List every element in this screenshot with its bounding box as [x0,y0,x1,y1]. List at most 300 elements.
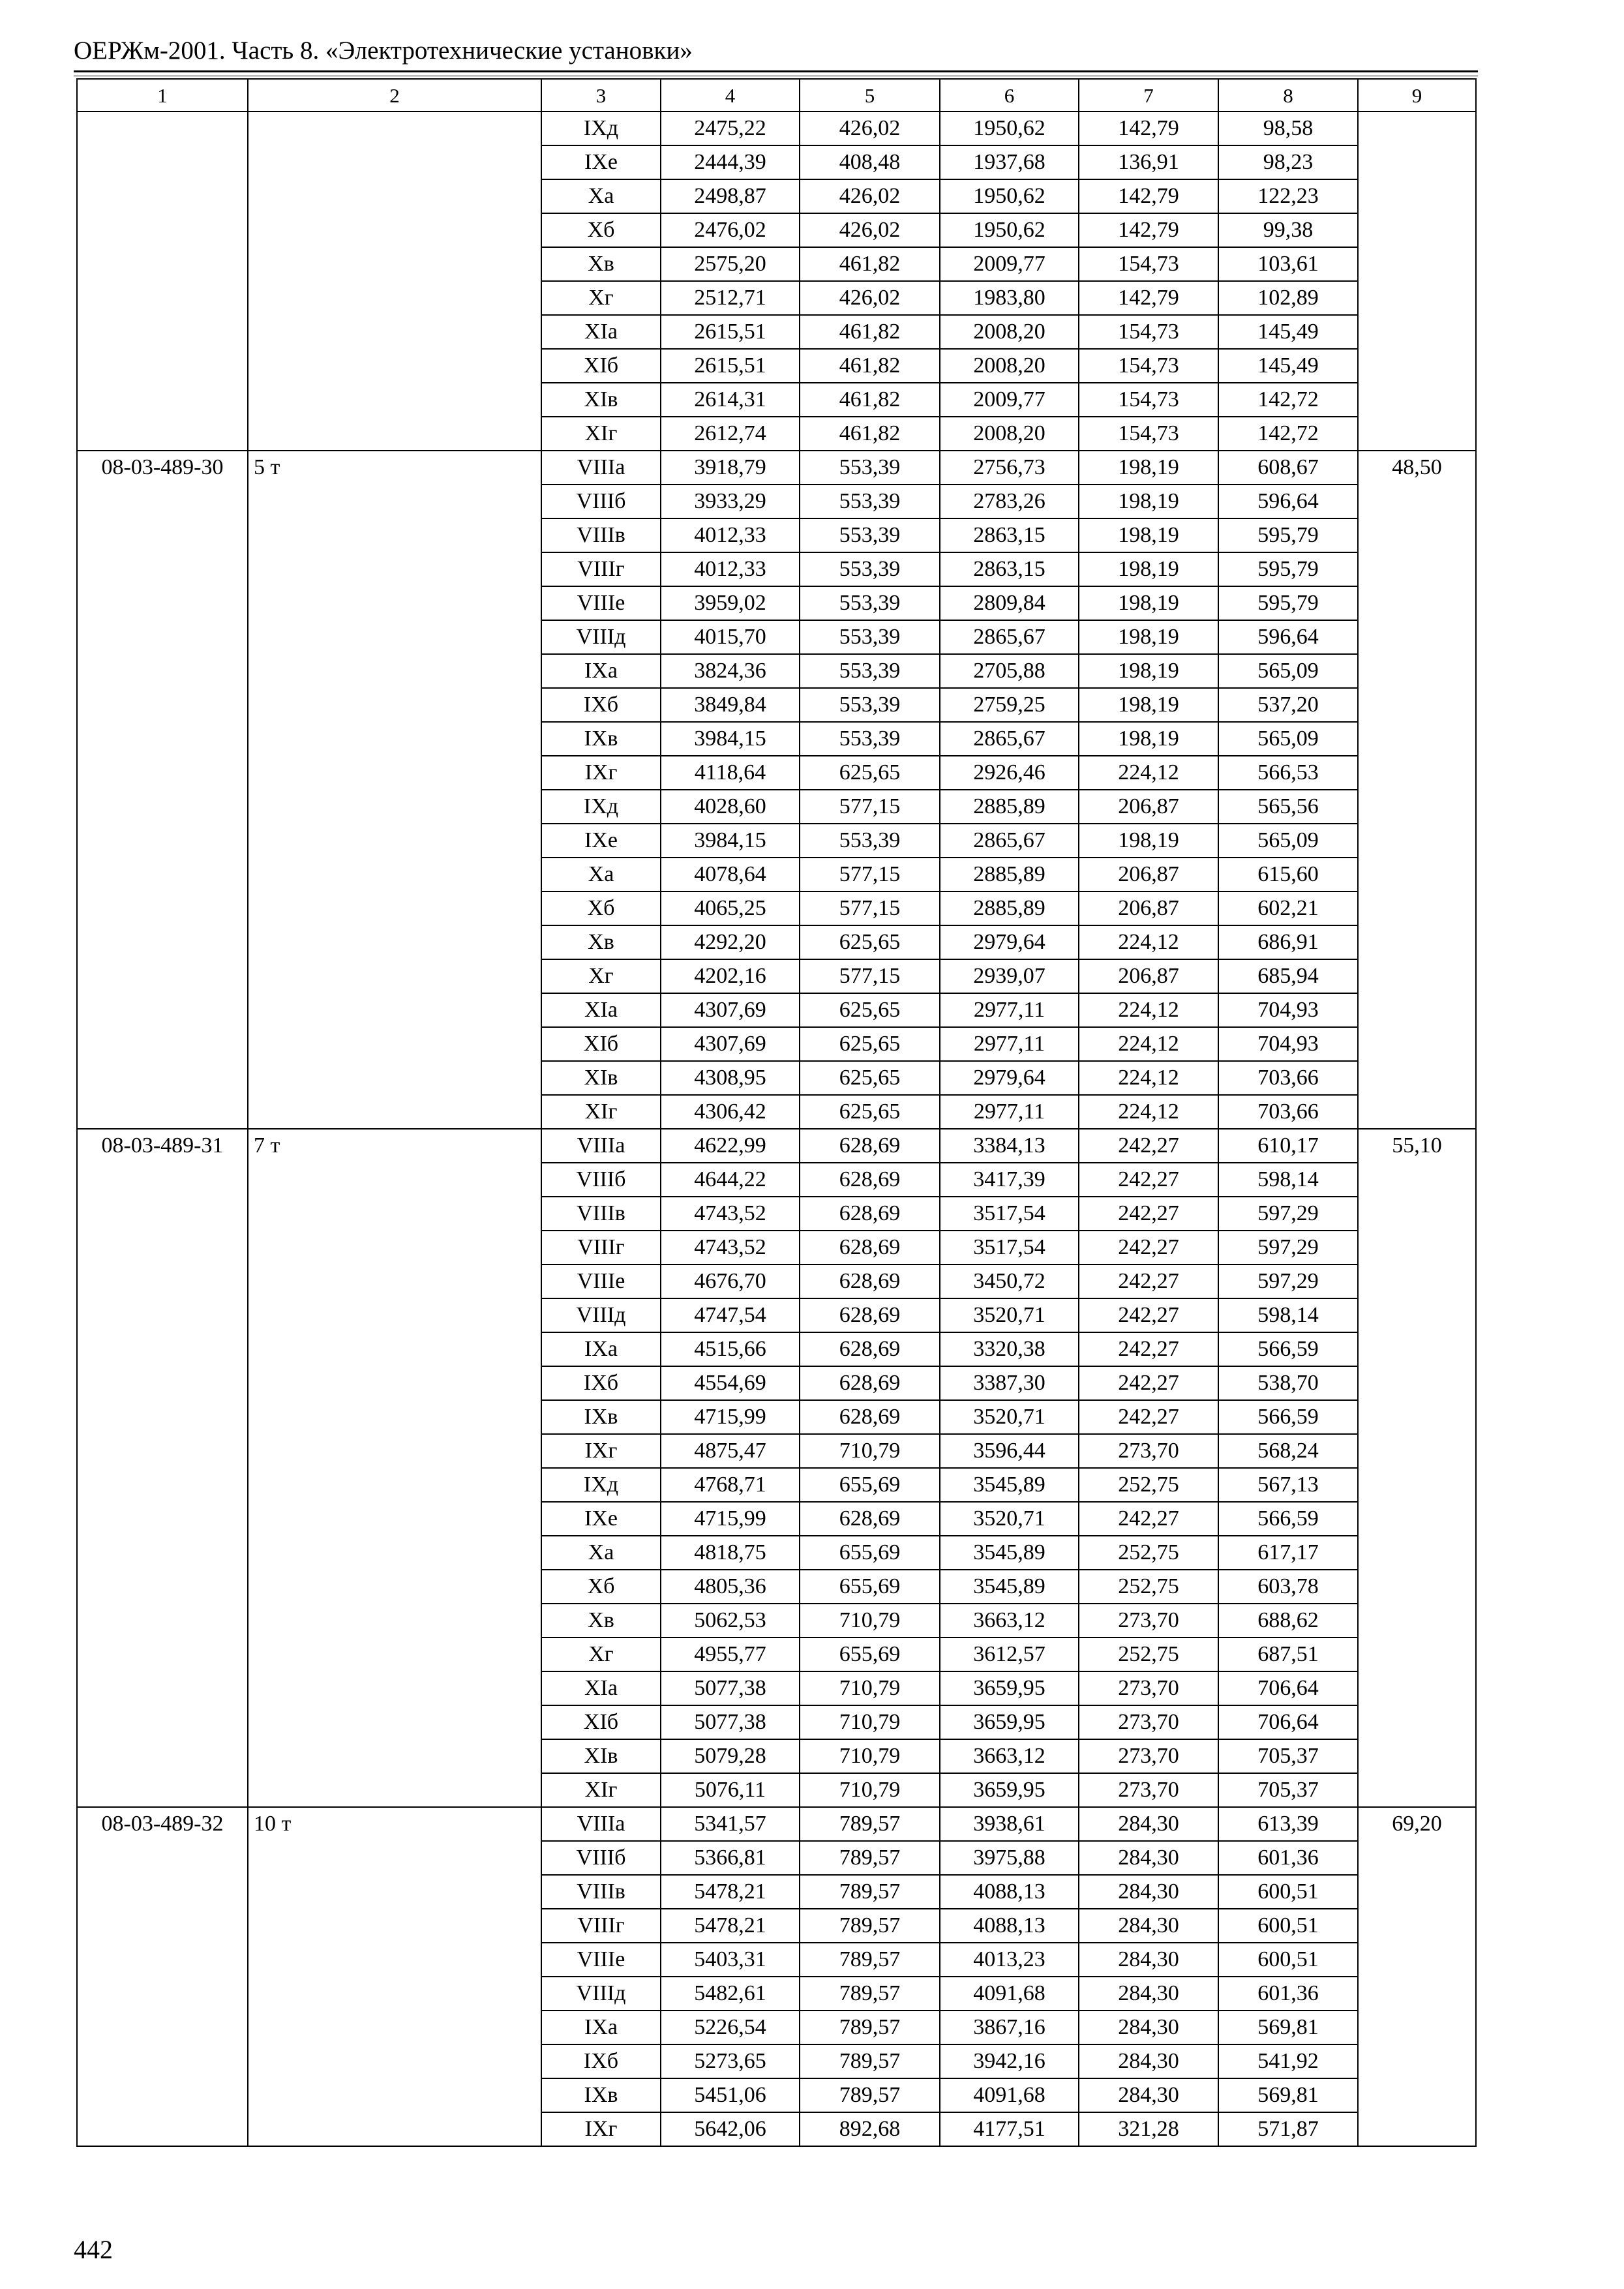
cell-col6: 3450,72 [940,1264,1079,1298]
cell-col6: 2809,84 [940,586,1079,620]
cell-col7: 252,75 [1079,1468,1218,1502]
cell-col7: 273,70 [1079,1705,1218,1739]
cell-variant: VIIIе [541,586,661,620]
cell-col8: 103,61 [1218,247,1358,281]
cell-variant: Xа [541,858,661,891]
cell-col5: 553,39 [800,552,940,586]
column-number: 4 [661,79,800,112]
cell-col8: 598,14 [1218,1298,1358,1332]
cell-col4: 4012,33 [661,552,800,586]
cell-col8: 122,23 [1218,179,1358,213]
cell-col5: 577,15 [800,891,940,925]
cell-col8: 595,79 [1218,552,1358,586]
cell-col5: 553,39 [800,722,940,756]
cell-col7: 206,87 [1079,790,1218,824]
cell-col6: 4091,68 [940,2078,1079,2112]
cell-col7: 242,27 [1079,1163,1218,1197]
cell-col6: 3520,71 [940,1400,1079,1434]
cell-variant: Xв [541,247,661,281]
cell-col8: 704,93 [1218,1027,1358,1061]
cell-col4: 4078,64 [661,858,800,891]
cell-col4: 4028,60 [661,790,800,824]
cell-code: 08-03-489-30 [77,451,248,1129]
cell-col6: 2885,89 [940,858,1079,891]
cell-col4: 5341,57 [661,1807,800,1841]
cell-col6: 2863,15 [940,518,1079,552]
cell-col6: 3663,12 [940,1604,1079,1638]
cell-col5: 789,57 [800,1841,940,1875]
cell-col7: 154,73 [1079,349,1218,383]
cell-col4: 4292,20 [661,925,800,959]
cell-variant: VIIIб [541,485,661,518]
cell-col4: 4743,52 [661,1197,800,1231]
cell-col5: 553,39 [800,451,940,485]
cell-col7: 242,27 [1079,1400,1218,1434]
cell-col8: 703,66 [1218,1061,1358,1095]
cell-col6: 2885,89 [940,891,1079,925]
cell-col7: 242,27 [1079,1264,1218,1298]
cell-col8: 99,38 [1218,213,1358,247]
cell-variant: Xб [541,891,661,925]
cell-col5: 577,15 [800,790,940,824]
cell-variant: IXе [541,1502,661,1536]
cell-col6: 3545,89 [940,1468,1079,1502]
cell-variant: VIIIв [541,1197,661,1231]
cell-col8: 596,64 [1218,620,1358,654]
cell-col6: 3659,95 [940,1705,1079,1739]
cell-col8: 615,60 [1218,858,1358,891]
cell-col5: 789,57 [800,2011,940,2044]
cell-col6: 2979,64 [940,925,1079,959]
page-number: 442 [74,2235,113,2264]
cell-col6: 2756,73 [940,451,1079,485]
header-rule [74,70,1478,72]
cell-col6: 3659,95 [940,1671,1079,1705]
cell-col7: 242,27 [1079,1298,1218,1332]
cell-col7: 142,79 [1079,213,1218,247]
cell-col4: 2498,87 [661,179,800,213]
cell-col5: 628,69 [800,1163,940,1197]
cell-col8: 600,51 [1218,1875,1358,1909]
cell-col4: 2476,02 [661,213,800,247]
cell-col7: 321,28 [1079,2112,1218,2146]
cell-col4: 4306,42 [661,1095,800,1129]
cell-col4: 4015,70 [661,620,800,654]
cell-col6: 3596,44 [940,1434,1079,1468]
cell-col4: 3984,15 [661,722,800,756]
cell-col4: 5077,38 [661,1705,800,1739]
cell-variant: Xг [541,959,661,993]
cell-col6: 2705,88 [940,654,1079,688]
cell-col7: 154,73 [1079,383,1218,417]
cell-col8: 567,13 [1218,1468,1358,1502]
cell-col7: 206,87 [1079,858,1218,891]
cell-mass: 5 т [248,451,541,1129]
cell-variant: IXе [541,824,661,858]
cell-col6: 2009,77 [940,383,1079,417]
cell-col7: 198,19 [1079,518,1218,552]
cell-col8: 566,59 [1218,1332,1358,1366]
cell-col4: 4202,16 [661,959,800,993]
cell-col4: 5403,31 [661,1943,800,1977]
cell-variant: IXг [541,2112,661,2146]
table-row [77,112,1476,145]
cell-variant: IXа [541,654,661,688]
cell-col4: 4676,70 [661,1264,800,1298]
cell-col5: 426,02 [800,112,940,145]
cell-col6: 3384,13 [940,1129,1079,1163]
cell-col8: 566,53 [1218,756,1358,790]
cell-col6: 3659,95 [940,1773,1079,1807]
cell-col8: 145,49 [1218,349,1358,383]
cell-variant: Xв [541,1604,661,1638]
cell-col8: 608,67 [1218,451,1358,485]
cell-col5: 625,65 [800,756,940,790]
cell-col4: 5478,21 [661,1909,800,1943]
cell-col6: 3545,89 [940,1570,1079,1604]
cell-col8: 601,36 [1218,1841,1358,1875]
cell-col7: 198,19 [1079,654,1218,688]
cell-col5: 553,39 [800,586,940,620]
cell-col7: 224,12 [1079,756,1218,790]
cell-col7: 284,30 [1079,1977,1218,2011]
cell-col7: 242,27 [1079,1197,1218,1231]
cell-variant: IXг [541,756,661,790]
cell-variant: XIв [541,1061,661,1095]
cell-variant: VIIIб [541,1841,661,1875]
cell-variant: Xг [541,281,661,315]
cell-col8: 613,39 [1218,1807,1358,1841]
cell-col6: 3975,88 [940,1841,1079,1875]
cell-col7: 198,19 [1079,485,1218,518]
cell-variant: XIв [541,383,661,417]
cell-col5: 553,39 [800,824,940,858]
cell-col5: 426,02 [800,281,940,315]
cell-col4: 4805,36 [661,1570,800,1604]
table-row [77,1129,1476,1163]
cell-col6: 4091,68 [940,1977,1079,2011]
cell-col5: 789,57 [800,1943,940,1977]
cell-col4: 4875,47 [661,1434,800,1468]
cell-col7: 224,12 [1079,1095,1218,1129]
cell-col6: 4013,23 [940,1943,1079,1977]
cell-col5: 553,39 [800,688,940,722]
cell-col5: 628,69 [800,1231,940,1264]
cell-variant: IXб [541,1366,661,1400]
cell-col6: 3612,57 [940,1638,1079,1671]
cell-col6: 1950,62 [940,213,1079,247]
cell-col8: 568,24 [1218,1434,1358,1468]
cell-col7: 142,79 [1079,179,1218,213]
cell-col4: 2612,74 [661,417,800,451]
cell-col7: 198,19 [1079,552,1218,586]
cell-variant: XIг [541,1773,661,1807]
cell-variant: IXв [541,1400,661,1434]
cell-col5: 461,82 [800,417,940,451]
cell-col5: 789,57 [800,1875,940,1909]
cell-col8: 705,37 [1218,1773,1358,1807]
cell-col5: 553,39 [800,518,940,552]
cell-variant: XIб [541,349,661,383]
cell-col4: 4307,69 [661,1027,800,1061]
cell-variant: VIIIв [541,518,661,552]
cell-variant: VIIIд [541,1298,661,1332]
cell-col7: 242,27 [1079,1366,1218,1400]
cell-col6: 3545,89 [940,1536,1079,1570]
cell-col8: 597,29 [1218,1264,1358,1298]
cell-col5: 426,02 [800,179,940,213]
cell-col6: 3320,38 [940,1332,1079,1366]
cell-variant: VIIIг [541,552,661,586]
cell-col6: 4177,51 [940,2112,1079,2146]
cell-col5: 577,15 [800,959,940,993]
cell-col6: 2863,15 [940,552,1079,586]
cell-col4: 3824,36 [661,654,800,688]
table-body [77,79,1476,2146]
column-number: 1 [77,79,248,112]
cell-col4: 3984,15 [661,824,800,858]
cell-col8: 601,36 [1218,1977,1358,2011]
cell-col8: 98,58 [1218,112,1358,145]
cell-col4: 2512,71 [661,281,800,315]
column-number: 6 [940,79,1079,112]
cell-col7: 242,27 [1079,1129,1218,1163]
cell-col5: 789,57 [800,1807,940,1841]
cell-col4: 5642,06 [661,2112,800,2146]
cell-col7: 284,30 [1079,1875,1218,1909]
cell-col7: 284,30 [1079,2011,1218,2044]
cell-col7: 242,27 [1079,1502,1218,1536]
cell-variant: VIIIд [541,1977,661,2011]
cell-col7: 252,75 [1079,1638,1218,1671]
cell-col7: 273,70 [1079,1773,1218,1807]
cell-variant: VIIIа [541,451,661,485]
cell-col4: 2575,20 [661,247,800,281]
cell-col4: 4065,25 [661,891,800,925]
cell-code: 08-03-489-31 [77,1129,248,1807]
cell-col6: 1950,62 [940,179,1079,213]
cell-col7: 198,19 [1079,451,1218,485]
cell-col7: 154,73 [1079,417,1218,451]
cell-variant: XIа [541,993,661,1027]
cell-col7: 198,19 [1079,688,1218,722]
cell-col4: 4715,99 [661,1502,800,1536]
cell-col5: 655,69 [800,1638,940,1671]
cell-col6: 2783,26 [940,485,1079,518]
cell-col8: 597,29 [1218,1197,1358,1231]
cell-variant: VIIIг [541,1231,661,1264]
table-row [77,1807,1476,1841]
cell-col7: 273,70 [1079,1604,1218,1638]
cell-col6: 2865,67 [940,620,1079,654]
cell-col7: 154,73 [1079,247,1218,281]
cell-col5: 553,39 [800,654,940,688]
cell-variant: VIIIд [541,620,661,654]
cell-variant: IXб [541,2044,661,2078]
cell-col4: 5079,28 [661,1739,800,1773]
cell-col7: 252,75 [1079,1570,1218,1604]
cell-col4: 4118,64 [661,756,800,790]
cell-variant: IXг [541,1434,661,1468]
cell-col7: 224,12 [1079,1027,1218,1061]
cell-col7: 206,87 [1079,959,1218,993]
cell-code [77,112,248,451]
cell-col8: 595,79 [1218,586,1358,620]
cell-col6: 3942,16 [940,2044,1079,2078]
cell-col8: 703,66 [1218,1095,1358,1129]
cell-col9: 55,10 [1358,1129,1476,1807]
cell-col7: 284,30 [1079,1943,1218,1977]
cell-col8: 600,51 [1218,1943,1358,1977]
cell-col8: 142,72 [1218,383,1358,417]
cell-col7: 284,30 [1079,1807,1218,1841]
cell-col4: 5273,65 [661,2044,800,2078]
cell-col4: 4743,52 [661,1231,800,1264]
cell-col8: 602,21 [1218,891,1358,925]
cell-col7: 242,27 [1079,1332,1218,1366]
cell-variant: XIб [541,1027,661,1061]
cell-col6: 1937,68 [940,145,1079,179]
cell-col5: 628,69 [800,1129,940,1163]
column-number: 7 [1079,79,1218,112]
cell-col8: 541,92 [1218,2044,1358,2078]
cell-mass [248,112,541,451]
cell-variant: IXа [541,1332,661,1366]
cell-col7: 198,19 [1079,722,1218,756]
cell-col4: 4554,69 [661,1366,800,1400]
cell-col4: 2475,22 [661,112,800,145]
cell-variant: Xб [541,1570,661,1604]
cell-col8: 538,70 [1218,1366,1358,1400]
cell-col6: 2008,20 [940,315,1079,349]
cell-col6: 2939,07 [940,959,1079,993]
cell-col5: 710,79 [800,1434,940,1468]
cell-col4: 3849,84 [661,688,800,722]
cell-variant: IXд [541,1468,661,1502]
column-number: 2 [248,79,541,112]
cell-col7: 273,70 [1079,1671,1218,1705]
cell-col5: 789,57 [800,2044,940,2078]
cell-col5: 625,65 [800,1095,940,1129]
cell-col8: 704,93 [1218,993,1358,1027]
cell-col9: 48,50 [1358,451,1476,1129]
cell-col7: 284,30 [1079,2044,1218,2078]
cell-col4: 4715,99 [661,1400,800,1434]
cell-col6: 2977,11 [940,993,1079,1027]
cell-col7: 224,12 [1079,993,1218,1027]
cell-col5: 426,02 [800,213,940,247]
cell-col5: 628,69 [800,1502,940,1536]
cell-col5: 625,65 [800,1027,940,1061]
cell-col8: 565,09 [1218,654,1358,688]
cell-col6: 2008,20 [940,417,1079,451]
cell-col5: 553,39 [800,620,940,654]
cell-col5: 628,69 [800,1366,940,1400]
cell-col6: 2977,11 [940,1095,1079,1129]
cell-col4: 4012,33 [661,518,800,552]
column-number: 8 [1218,79,1358,112]
cell-col4: 4515,66 [661,1332,800,1366]
cell-col5: 655,69 [800,1536,940,1570]
cell-col9: 69,20 [1358,1807,1476,2146]
cell-col6: 3663,12 [940,1739,1079,1773]
cell-col5: 655,69 [800,1468,940,1502]
cell-col8: 102,89 [1218,281,1358,315]
table-row [77,451,1476,485]
cell-col4: 4307,69 [661,993,800,1027]
cell-col8: 571,87 [1218,2112,1358,2146]
cell-variant: VIIIв [541,1875,661,1909]
cell-col5: 710,79 [800,1773,940,1807]
cell-col6: 2926,46 [940,756,1079,790]
cell-col7: 154,73 [1079,315,1218,349]
cell-col7: 224,12 [1079,1061,1218,1095]
cell-col4: 2615,51 [661,315,800,349]
cell-col4: 4955,77 [661,1638,800,1671]
cell-col5: 628,69 [800,1332,940,1366]
cell-variant: IXе [541,145,661,179]
column-number: 3 [541,79,661,112]
column-number-row [77,79,1476,112]
cell-col8: 706,64 [1218,1705,1358,1739]
cell-col8: 617,17 [1218,1536,1358,1570]
cell-col5: 461,82 [800,247,940,281]
cell-col5: 625,65 [800,925,940,959]
cell-col7: 198,19 [1079,586,1218,620]
cell-col6: 3387,30 [940,1366,1079,1400]
cell-variant: XIб [541,1705,661,1739]
cell-col8: 603,78 [1218,1570,1358,1604]
cell-variant: VIIIб [541,1163,661,1197]
cell-col8: 537,20 [1218,688,1358,722]
cell-col4: 5366,81 [661,1841,800,1875]
cell-col8: 569,81 [1218,2078,1358,2112]
cell-col8: 565,09 [1218,722,1358,756]
cell-variant: XIа [541,1671,661,1705]
cell-col8: 565,56 [1218,790,1358,824]
cell-col8: 706,64 [1218,1671,1358,1705]
cell-col8: 566,59 [1218,1502,1358,1536]
cell-col6: 3867,16 [940,2011,1079,2044]
cell-variant: IXа [541,2011,661,2044]
cell-col6: 2885,89 [940,790,1079,824]
cell-variant: XIг [541,417,661,451]
cell-col8: 595,79 [1218,518,1358,552]
cell-col8: 610,17 [1218,1129,1358,1163]
cell-col5: 628,69 [800,1298,940,1332]
cell-col8: 566,59 [1218,1400,1358,1434]
cell-col8: 569,81 [1218,2011,1358,2044]
cell-col8: 597,29 [1218,1231,1358,1264]
cell-variant: XIа [541,315,661,349]
cell-col8: 145,49 [1218,315,1358,349]
cell-col6: 3417,39 [940,1163,1079,1197]
cell-col6: 2009,77 [940,247,1079,281]
cell-col4: 5076,11 [661,1773,800,1807]
cell-col8: 705,37 [1218,1739,1358,1773]
cell-variant: IXв [541,722,661,756]
cell-col8: 688,62 [1218,1604,1358,1638]
cell-col7: 142,79 [1079,112,1218,145]
cell-col6: 3520,71 [940,1298,1079,1332]
cell-col7: 198,19 [1079,620,1218,654]
cell-col6: 3517,54 [940,1197,1079,1231]
cell-col7: 273,70 [1079,1434,1218,1468]
cell-variant: VIIIе [541,1264,661,1298]
cell-code: 08-03-489-32 [77,1807,248,2146]
cell-col5: 461,82 [800,349,940,383]
cell-col5: 553,39 [800,485,940,518]
